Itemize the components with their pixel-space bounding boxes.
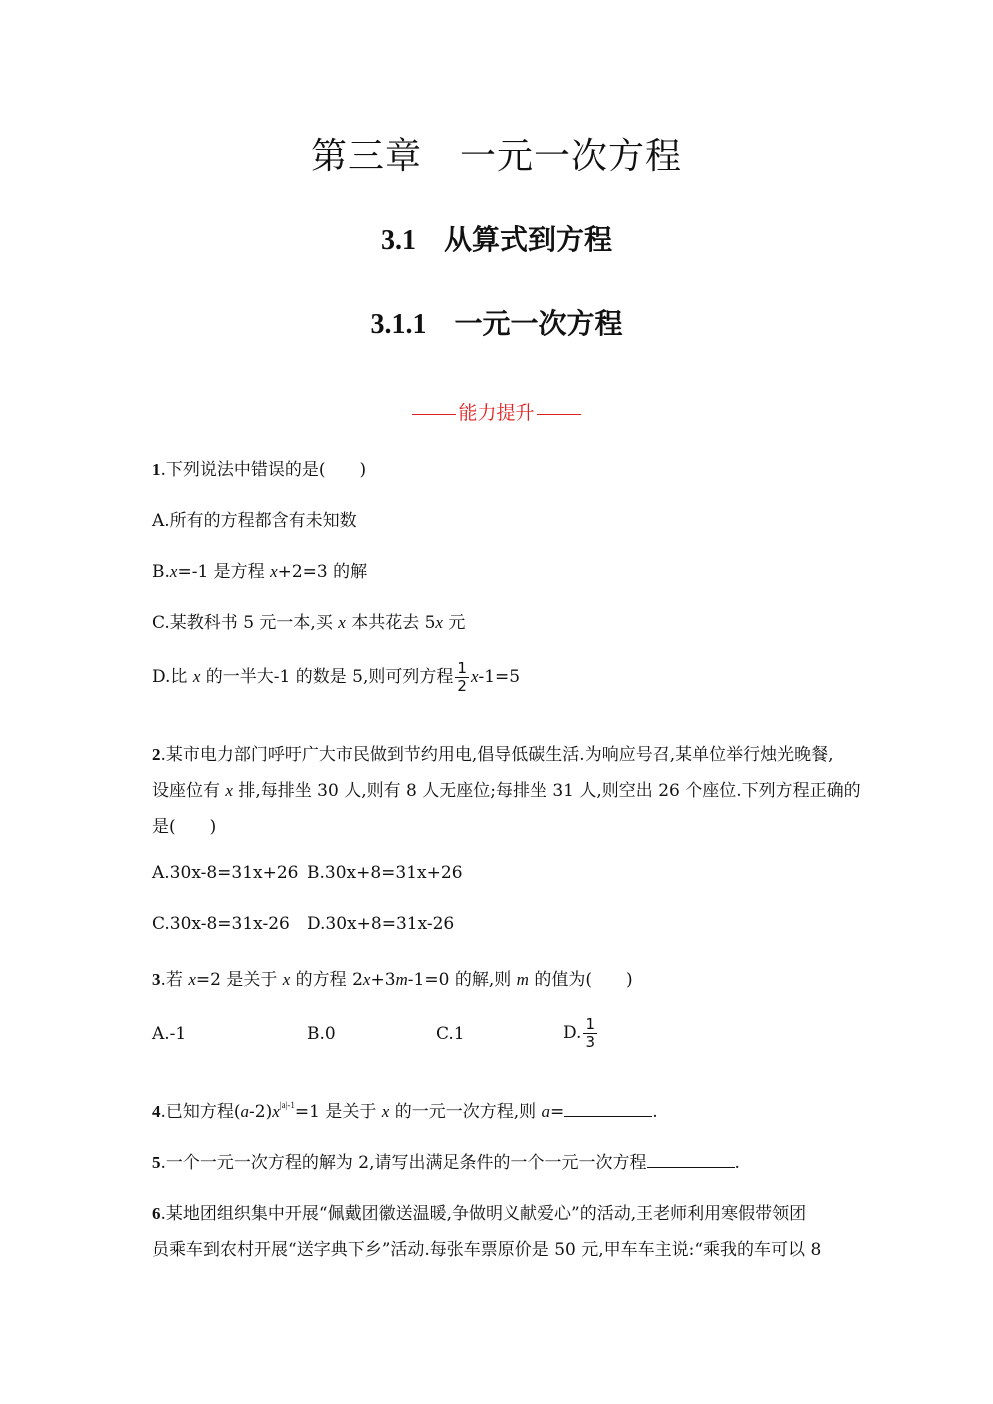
question-4-stem (152, 1097, 658, 1122)
fraction (455, 660, 469, 695)
question-text: 排,每排坐 30 人,则有 8 人无座位;每排坐 31 人,则空出 26 个座位.下列方程正确的 (232, 781, 861, 801)
fraction-numerator: 1 (457, 659, 467, 677)
option-text: B.0 (307, 1024, 336, 1044)
answer-blank[interactable] (564, 1102, 652, 1117)
option-text: A.所有的方程都含有未知数 (152, 511, 357, 531)
question-2-option-d (307, 914, 454, 934)
question-text: =1 是关于 (294, 1102, 382, 1122)
question-text: -1=0 的解,则 (407, 970, 517, 990)
question-3-option-b (307, 1024, 336, 1044)
question-3-option-d (563, 1016, 599, 1051)
question-number: 6 (152, 1204, 161, 1223)
math-var: x (188, 970, 196, 989)
option-text: A.30x-8=31x+26 (152, 863, 299, 883)
math-var: a (541, 1102, 551, 1121)
question-text: . (734, 1153, 740, 1173)
section-title (0, 218, 993, 258)
math-var: x (435, 613, 443, 632)
math-var: x (225, 781, 233, 800)
question-2-line-2 (152, 776, 861, 801)
question-number: 5 (152, 1153, 161, 1172)
question-5-stem (152, 1148, 740, 1173)
question-text: .某市电力部门呼吁广大市民做到节约用电,倡导低碳生活.为响应号召,某单位举行烛光晚餐, (160, 745, 834, 765)
question-text: 设座位有 (152, 781, 226, 801)
question-text: 的方程 2 (290, 970, 363, 990)
option-text: 元 (442, 613, 466, 633)
math-var: x (470, 667, 479, 686)
question-2-line-3 (152, 812, 216, 837)
option-text: +2=3 的解 (277, 562, 368, 582)
question-2-option-a (152, 863, 299, 883)
option-text: B.30x+8=31x+26 (307, 863, 463, 883)
fraction-numerator: 1 (585, 1015, 595, 1033)
question-6-line-2 (152, 1235, 821, 1260)
option-text: D.30x+8=31x-26 (307, 914, 455, 934)
math-var: x (270, 562, 278, 581)
question-text: 是( ) (152, 817, 217, 837)
question-1-option-b (152, 557, 367, 582)
subsection-number: 3.1.1 (370, 309, 427, 340)
divider-left (412, 414, 456, 415)
chapter-name: 一元一次方程 (460, 136, 683, 177)
option-text: C.30x-8=31x-26 (152, 914, 290, 934)
question-number: 1 (152, 460, 161, 479)
math-var: m (516, 970, 529, 989)
question-number: 4 (152, 1102, 161, 1121)
option-text: -1=5 (478, 667, 521, 687)
option-text: 的一半大-1 的数是 5,则可列方程 (200, 667, 454, 687)
exponent: |a|-1 (279, 1100, 295, 1110)
math-var: x (272, 1102, 280, 1121)
option-text: C.1 (436, 1024, 465, 1044)
question-2-option-c (152, 914, 290, 934)
answer-blank[interactable] (647, 1153, 735, 1168)
fraction-denominator: 3 (585, 1033, 595, 1051)
question-1-stem (152, 455, 366, 480)
question-text: = (550, 1102, 565, 1122)
option-text: C.某教科书 5 元一本,买 (152, 613, 339, 633)
math-var: x (192, 667, 201, 686)
option-text: D. (563, 1023, 582, 1043)
question-text: =2 是关于 (195, 970, 283, 990)
question-text: 的值为( ) (528, 970, 633, 990)
section-number: 3.1 (380, 225, 416, 256)
math-var: x (338, 613, 346, 632)
question-3-stem (152, 965, 633, 990)
fraction (583, 1016, 597, 1051)
ability-heading (0, 398, 993, 425)
subsection-title (0, 302, 993, 342)
question-3-option-a (152, 1024, 186, 1044)
option-text: A.-1 (152, 1024, 187, 1044)
chapter-title (0, 128, 993, 179)
section-name: 从算式到方程 (443, 223, 612, 256)
question-text: -2) (249, 1102, 273, 1122)
question-3-option-c (436, 1024, 465, 1044)
math-var: x (169, 562, 178, 581)
question-1-option-c (152, 608, 465, 633)
question-1-option-d (152, 660, 520, 695)
option-text: D.比 (152, 667, 193, 687)
question-text: .一个一元一次方程的解为 2,请写出满足条件的一个一元一次方程 (160, 1153, 647, 1173)
option-text: =-1 是方程 (177, 562, 271, 582)
question-text: .若 (160, 970, 189, 990)
question-1-option-a (152, 506, 357, 531)
question-text: 的一元一次方程,则 (389, 1102, 542, 1122)
question-text: .已知方程( (160, 1102, 241, 1122)
question-number: 3 (152, 970, 161, 989)
subsection-name: 一元一次方程 (454, 307, 623, 340)
question-2-line-1 (152, 740, 834, 765)
question-text: .下列说法中错误的是( ) (160, 460, 367, 480)
question-6-line-1 (152, 1199, 806, 1224)
option-text: 本共花去 5 (345, 613, 436, 633)
question-text: . (652, 1102, 658, 1122)
chapter-number: 第三章 (310, 136, 422, 177)
math-var: x (381, 1102, 390, 1121)
math-var: x (282, 970, 291, 989)
question-number: 2 (152, 745, 161, 764)
option-text: B. (152, 562, 170, 582)
question-text: .某地团组织集中开展“佩戴团徽送温暖,争做明义献爱心”的活动,王老师利用寒假带领团 (160, 1204, 807, 1224)
question-text: +3 (370, 970, 396, 990)
math-var: a (240, 1102, 250, 1121)
question-2-option-b (307, 863, 463, 883)
math-var: m (395, 970, 408, 989)
ability-label: 能力提升 (458, 402, 535, 424)
math-var: x (362, 970, 371, 989)
divider-right (537, 414, 581, 415)
question-text: 员乘车到农村开展“送字典下乡”活动.每张车票原价是 50 元,甲车车主说:“乘我的车可以 8 (152, 1240, 822, 1260)
fraction-denominator: 2 (457, 677, 467, 695)
